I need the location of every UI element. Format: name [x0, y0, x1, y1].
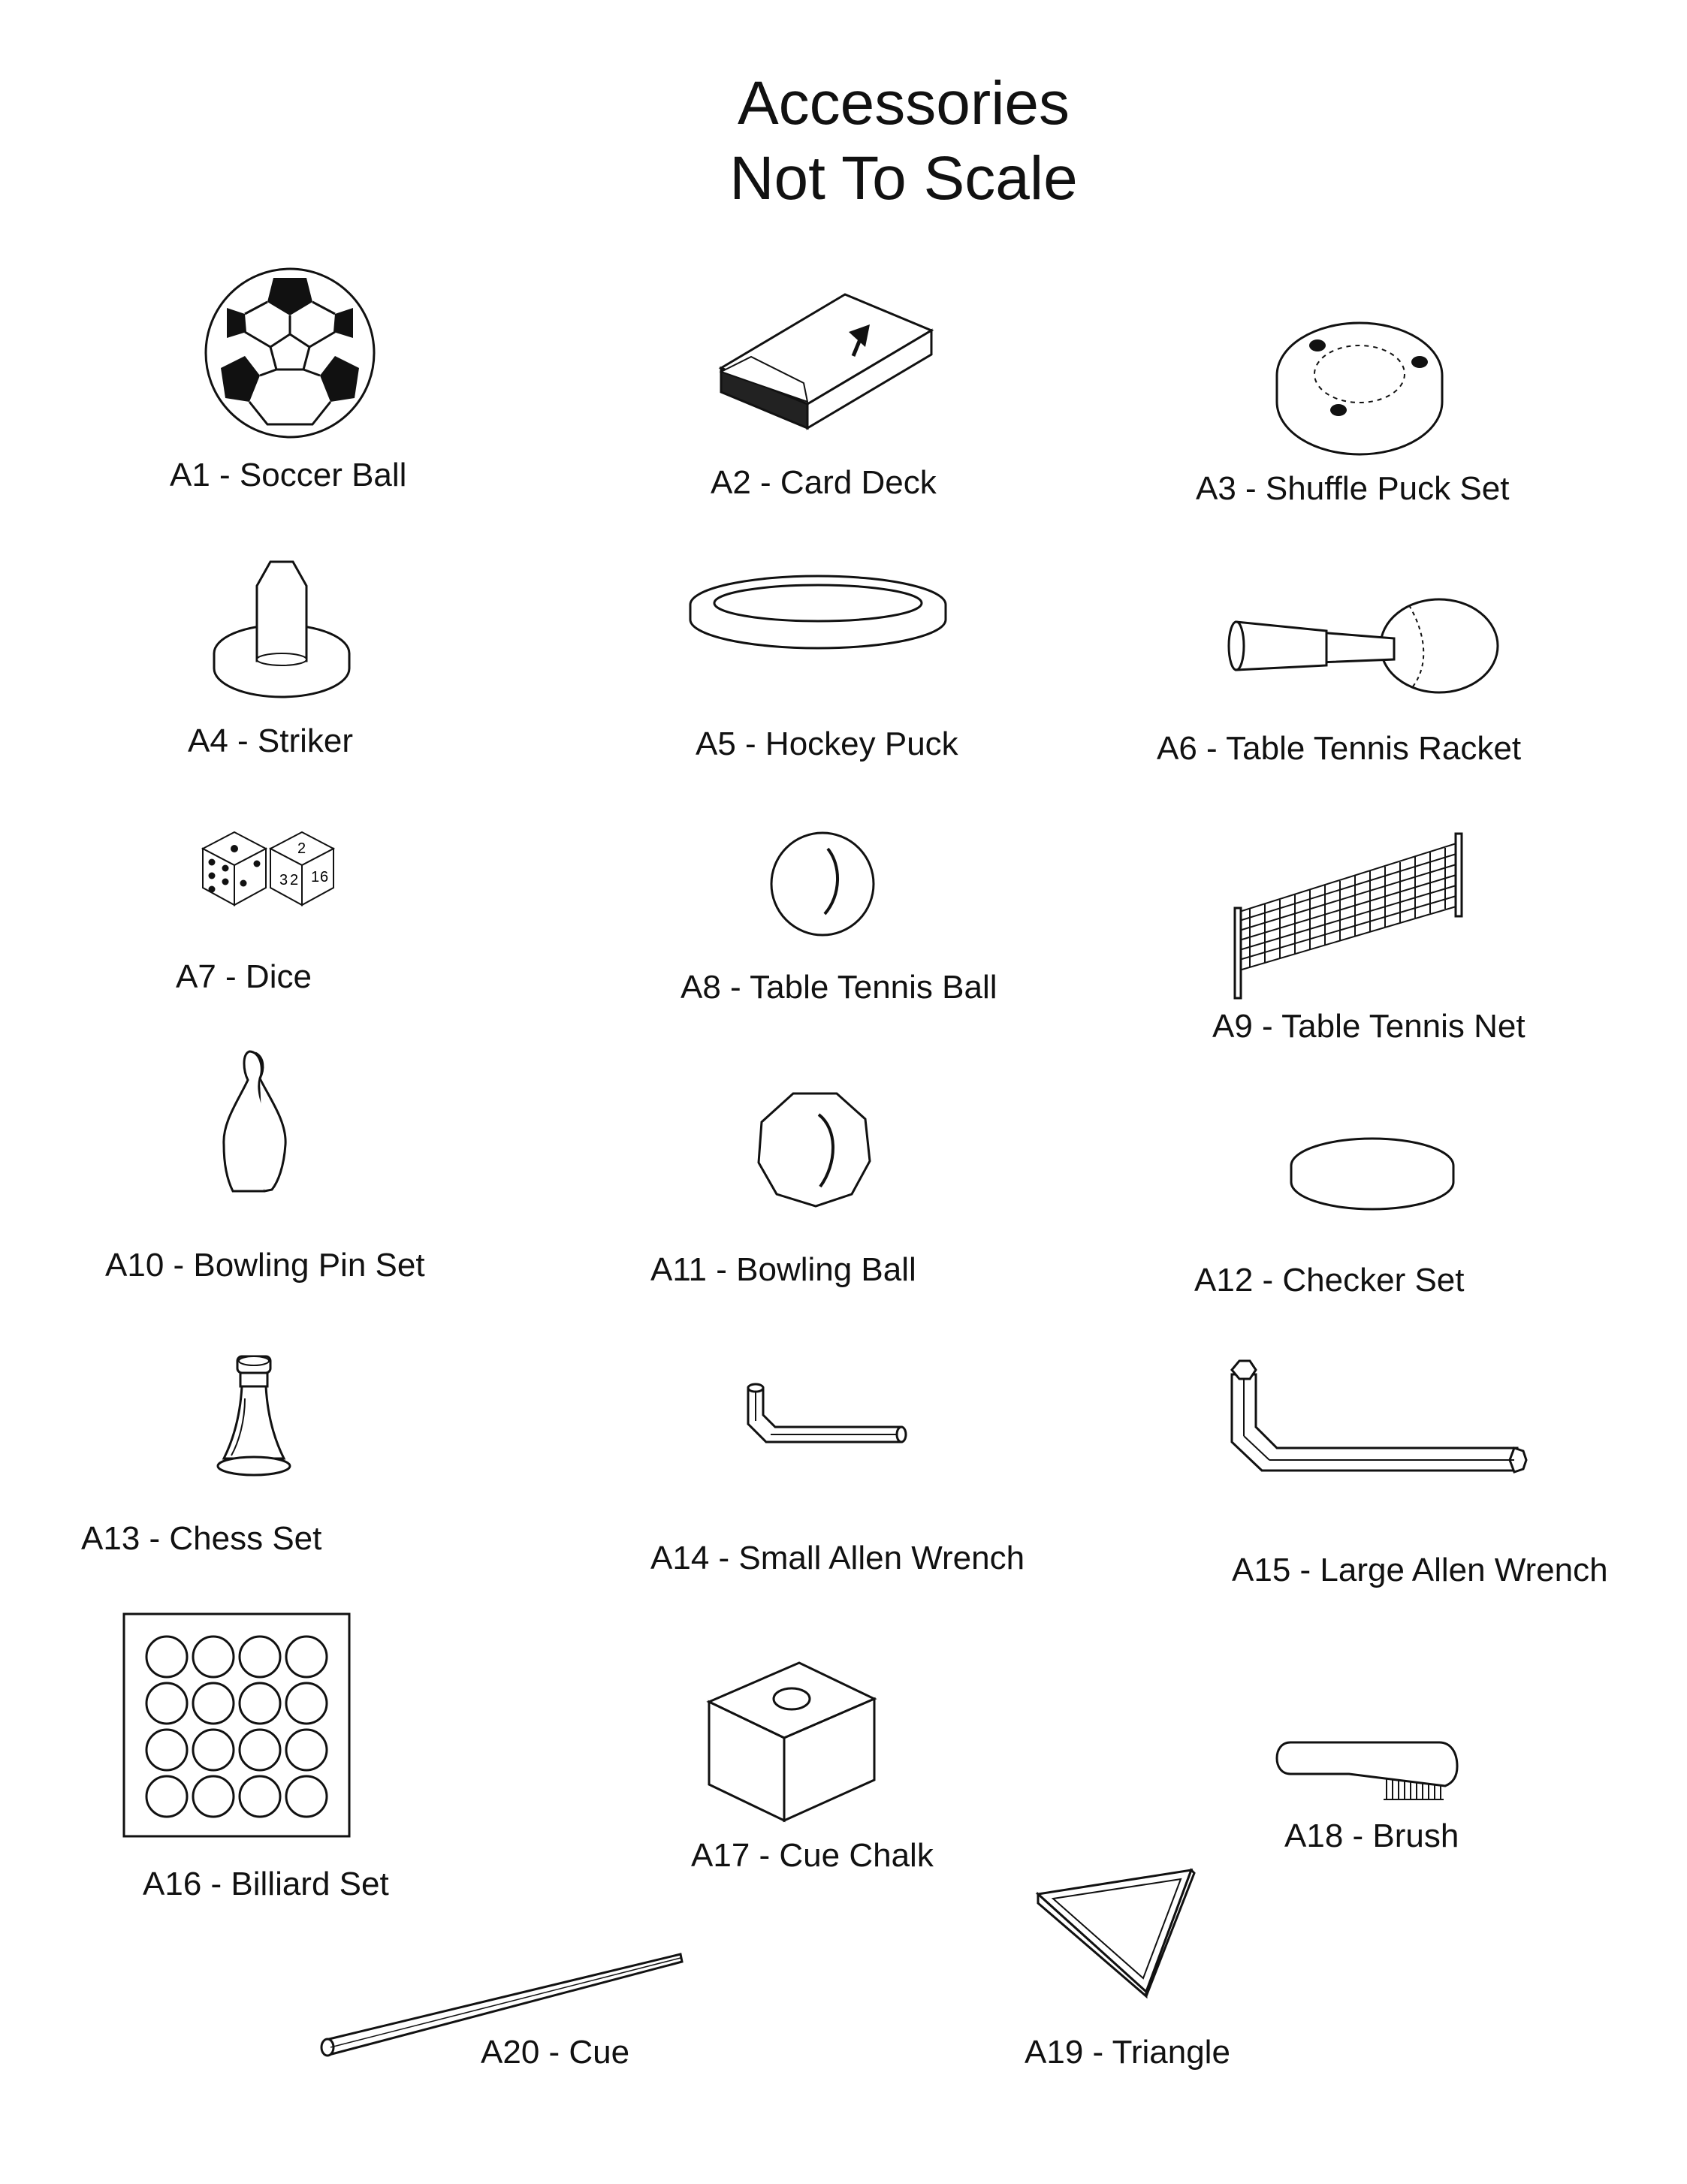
item-label-a6: A6 - Table Tennis Racket: [1157, 730, 1522, 767]
die-number: 6: [320, 869, 329, 885]
item-label-a5: A5 - Hockey Puck: [696, 725, 958, 762]
item-label-a13: A13 - Chess Set: [81, 1520, 322, 1557]
chess-piece-icon: [213, 1353, 296, 1481]
item-label-a16: A16 - Billiard Set: [143, 1866, 389, 1902]
item-label-a10: A10 - Bowling Pin Set: [105, 1247, 425, 1284]
item-label-a1: A1 - Soccer Ball: [170, 457, 407, 493]
item-label-a4: A4 - Striker: [188, 722, 354, 759]
cue-chalk-icon: [706, 1660, 879, 1825]
striker-icon: [210, 556, 353, 698]
item-label-a12: A12 - Checker Set: [1194, 1262, 1465, 1299]
item-label-a20: A20 - Cue: [481, 2034, 630, 2071]
table-tennis-ball-icon: [766, 828, 879, 940]
bowling-pin-icon: [218, 1047, 300, 1197]
item-label-a18: A18 - Brush: [1284, 1817, 1459, 1854]
item-label-a11: A11 - Bowling Ball: [650, 1251, 916, 1288]
item-label-a19: A19 - Triangle: [1025, 2034, 1230, 2071]
dice-icon: [197, 826, 340, 909]
page-subtitle: Not To Scale: [729, 144, 1078, 213]
hockey-puck-icon: [687, 571, 949, 661]
soccer-ball-icon: [200, 263, 380, 443]
item-label-a17: A17 - Cue Chalk: [691, 1837, 934, 1874]
item-label-a15: A15 - Large Allen Wrench: [1232, 1552, 1608, 1588]
brush-icon: [1274, 1735, 1465, 1807]
item-label-a9: A9 - Table Tennis Net: [1212, 1008, 1526, 1045]
item-label-a8: A8 - Table Tennis Ball: [681, 969, 997, 1006]
table-tennis-net-icon: [1232, 829, 1472, 1002]
small-allen-wrench-icon: [744, 1379, 916, 1454]
large-allen-wrench-icon: [1217, 1352, 1532, 1487]
page-title: Accessories: [737, 69, 1070, 137]
die-number: 2: [297, 840, 306, 857]
item-label-a3: A3 - Shuffle Puck Set: [1196, 470, 1510, 507]
die-number: 3: [279, 872, 288, 888]
checker-icon: [1286, 1134, 1459, 1217]
shuffle-puck-icon: [1269, 315, 1450, 451]
billiard-set-icon: [122, 1612, 352, 1839]
card-deck-icon: [706, 278, 939, 428]
triangle-rack-icon: [1034, 1863, 1199, 1998]
die-number: 2: [290, 872, 299, 888]
item-label-a14: A14 - Small Allen Wrench: [650, 1540, 1025, 1576]
item-label-a2: A2 - Card Deck: [711, 464, 937, 501]
item-label-a7: A7 - Dice: [176, 958, 312, 995]
die-number: 1: [311, 869, 320, 885]
bowling-ball-icon: [754, 1089, 874, 1209]
table-tennis-racket-icon: [1214, 593, 1499, 706]
